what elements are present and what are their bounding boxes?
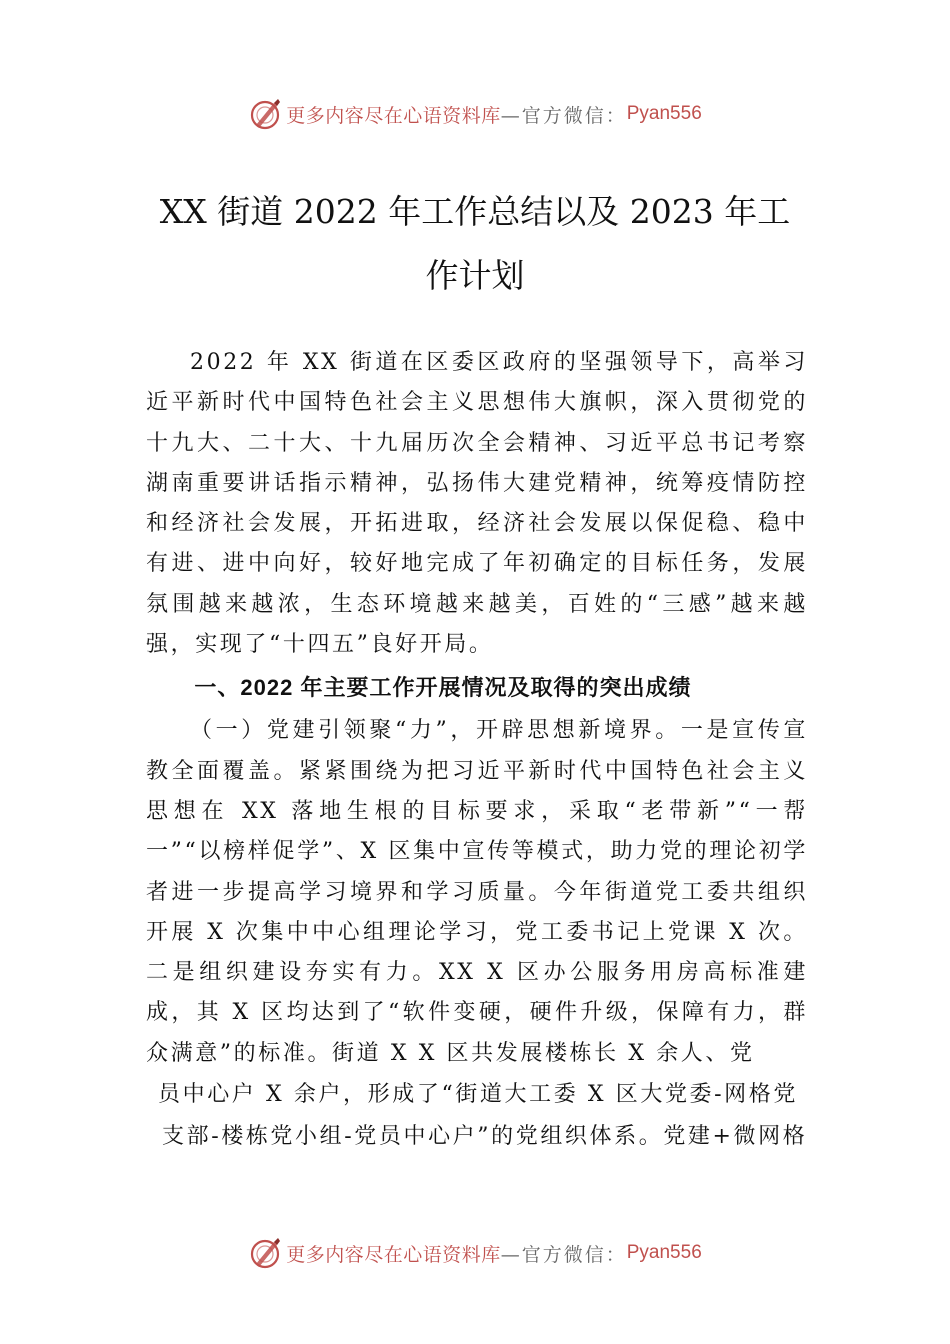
banner-text: 更多内容尽在心语资料库 — [286, 1243, 501, 1266]
document-title — [140, 180, 810, 308]
tail-line-2: 支部-楼栋党小组-党员中心户”的党组织体系。党建+微网格 — [162, 1124, 808, 1150]
title-line-1: XX 街道 2022 年工作总结以及 2023 年工 — [159, 192, 791, 231]
footer-banner — [0, 1233, 950, 1273]
pen-seal-logo-icon — [248, 1236, 282, 1270]
banner-separator: —官方微信： — [500, 104, 627, 127]
banner-wechat-id: Pyan556 — [626, 1242, 702, 1263]
section-paragraph: （一）党建引领聚“力”，开辟思想新境界。一是宣传宣教全面覆盖。紧紧围绕为把习近平新时代中国特色社会主义思想在 XX 落地生根的目标要求，采取“老带新”“一帮一”“以榜样促学”、X 区集中宣传等模式，助力党的理论初学者进一步提高学习境界和学习质量。今年街道党工委共组织开展 X 次集中中心组理论学习，党工委书记上党课 X 次。二是组织建设夯实有力。XX X 区办公服务用房高标准建成，其 X 区均达到了“软件变硬，硬件升级，保障有力，群众满意”的标准。街道 X X 区共发展楼栋长 X 余人、党 — [146, 718, 808, 1066]
banner-wechat-id: Pyan556 — [626, 103, 702, 124]
document-body — [146, 343, 808, 1158]
banner-separator: —官方微信： — [500, 1243, 627, 1266]
section-heading: 一、2022 年主要工作开展情况及取得的突出成绩 — [194, 675, 692, 701]
intro-paragraph: 2022 年 XX 街道在区委区政府的坚强领导下，高举习近平新时代中国特色社会主义思想伟大旗帜，深入贯彻党的十九大、二十大、十九届历次全会精神、习近平总书记考察湖南重要讲话指示精神，弘扬伟大建党精神，统筹疫情防控和经济社会发展，开拓进取，经济社会发展以保促稳、稳中有进、进中向好，较好地完成了年初确定的目标任务，发展氛围越来越浓，生态环境越来越美，百姓的“三感”越来越强，实现了“十四五”良好开局。 — [146, 350, 808, 658]
tail-line-1: 员中心户 X 余户，形成了“街道大工委 X 区大党委-网格党 — [158, 1082, 798, 1108]
title-line-2: 作计划 — [425, 256, 525, 295]
banner-text: 更多内容尽在心语资料库 — [286, 104, 501, 127]
pen-seal-logo-icon — [248, 97, 282, 131]
header-banner — [0, 94, 950, 134]
